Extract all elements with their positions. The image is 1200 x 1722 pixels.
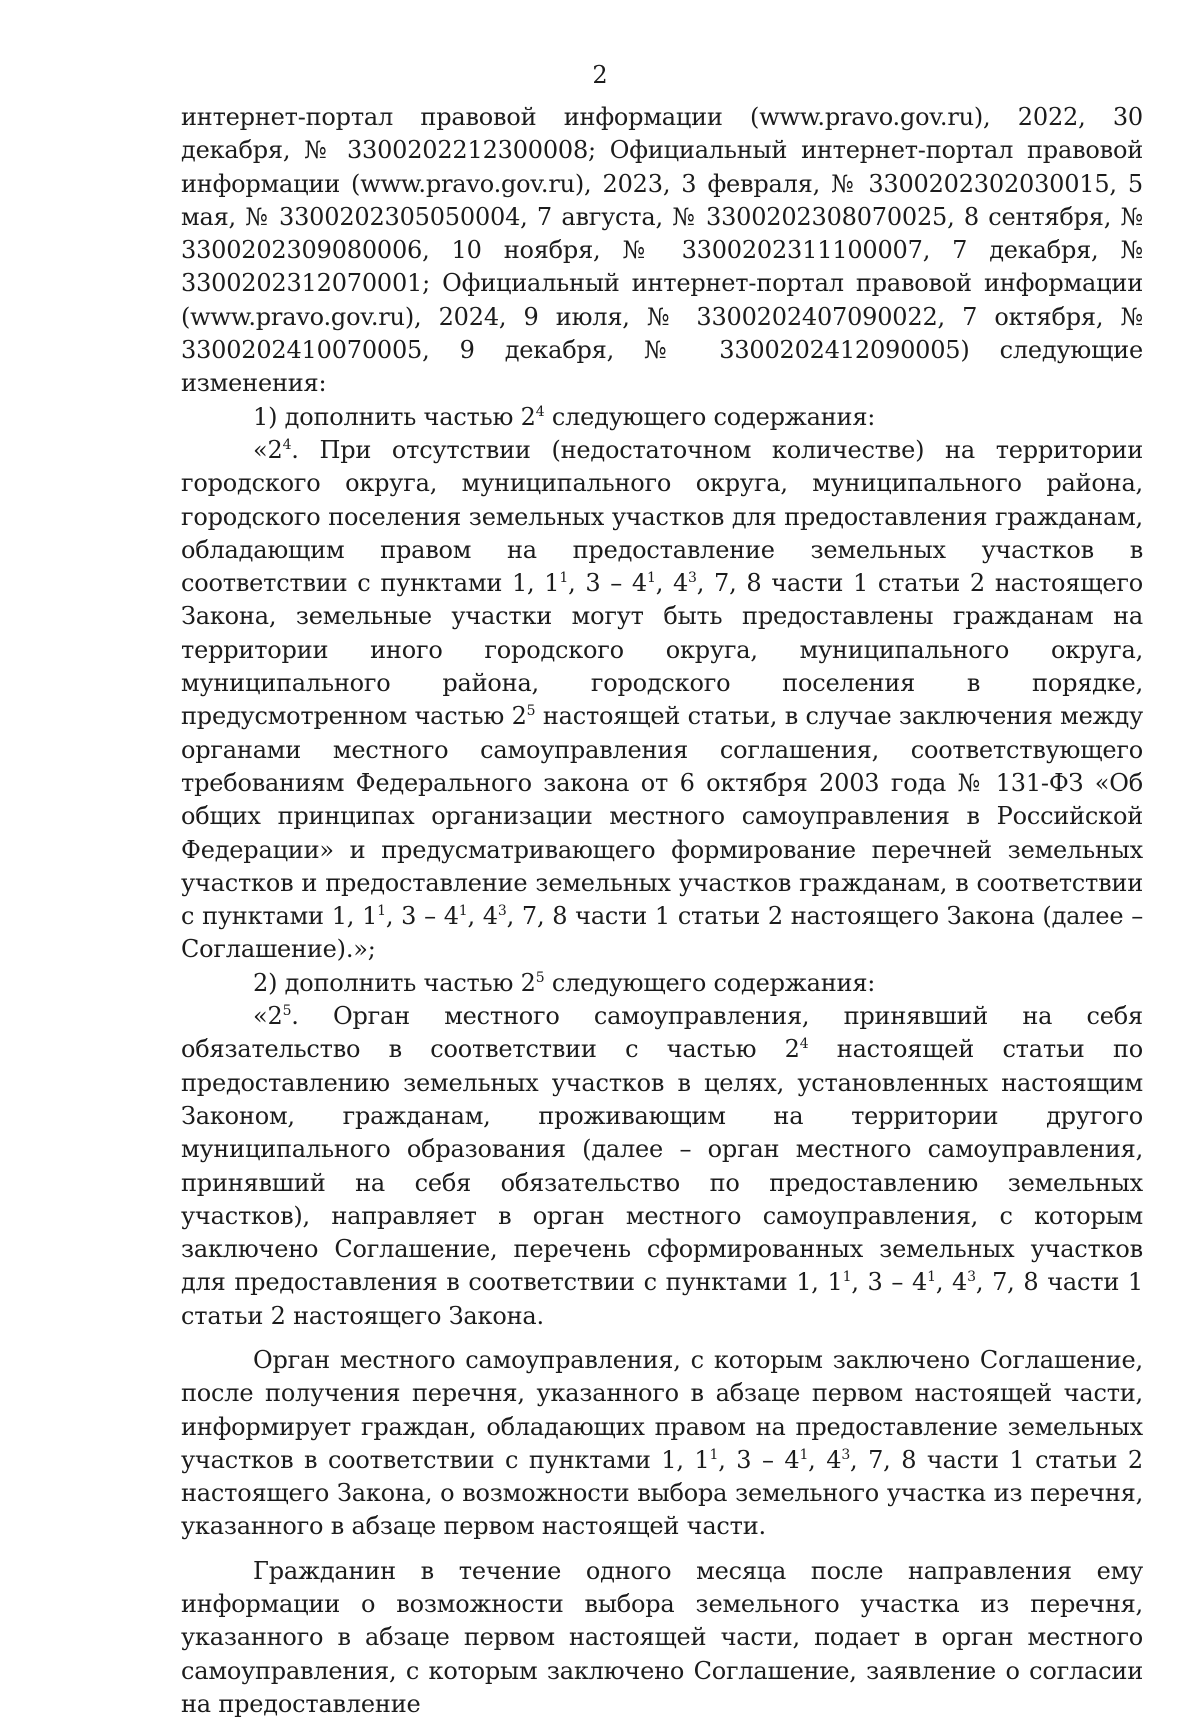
document-body — [181, 101, 1143, 1721]
page-number: 2 — [592, 61, 608, 89]
paragraph-part-2-5-second: Орган местного самоуправления, с которым заключено Соглашение, после получения перечня, указанного в абзаце первом настоящей части, информирует граждан, обладающих правом на предоставление земельных участков в соответствии с пунктами 1, $1^1$, $3 - 4^1$, $4^3$, 7, 8 части 1 статьи 2 настоящего Закона, о возможности выбора земельного участка из перечня, указанного в абзаце первом настоящей части. — [181, 1345, 1143, 1541]
paragraph-sources: интернет-портал правовой информации (www.pravo.gov.ru), 2022, 30 декабря, № 3300202212300008; Официальный интернет-портал правовой информации (www.pravo.gov.ru), 2023, 3 февраля, № 3300202302030015, 5 мая, № 3300202305050004, 7 августа, № 3300202308070025, 8 сентября, № 3300202309080006, 10 ноября, № 3300202311100007, 7 декабря, № 3300202312070001; Официальный интернет-портал правовой информации (www.pravo.gov.ru), 2024, 9 июля, № 3300202407090022, 7 октября, № 3300202410070005, 9 декабря, № 3300202412090005) следующие изменения: — [181, 103, 1143, 398]
paragraph-part-2-5-third: Гражданин в течение одного месяца после направления ему информации о возможности выбора земельного участка из перечня, указанного в абзаце первом настоящей части, подает в орган местного самоуправления, с которым заключено Соглашение, заявление о согласии на предоставление — [181, 1556, 1143, 1718]
paragraph-item-2: 2) дополнить частью $2^5$ следующего содержания: — [253, 968, 876, 997]
paragraph-part-2-5: «$2^5$. Орган местного самоуправления, принявший на себя обязательство в соответствии с частью $2^4$ настоящей статьи по предоставлению земельных участков в целях, установленных настоящим Законом, гражданам, проживающим на территории другого муниципального образования (далее – орган местного самоуправления, принявший на себя обязательство по предоставлению земельных участков), направляет в орган местного самоуправления, с которым заключено Соглашение, перечень сформированных земельных участков для предоставления в соответствии с пунктами 1, $1^1$, $3 - 4^1$, $4^3$, 7, 8 части 1 статьи 2 настоящего Закона. — [181, 1002, 1143, 1330]
paragraph-part-2-4: «$2^4$. При отсутствии (недостаточном количестве) на территории городского округа, муниципального округа, муниципального района, городского поселения земельных участков для предоставления гражданам, обладающим правом на предоставление земельных участков в соответствии с пунктами 1, $1^1$, $3 - 4^1$, $4^3$, 7, 8 части 1 статьи 2 настоящего Закона, земельные участки могут быть предоставлены гражданам на территории иного городского округа, муниципального округа, муниципального района, городского поселения в порядке, предусмотренном частью $2^5$ настоящей статьи, в случае заключения между органами местного самоуправления соглашения, соответствующего требованиям Федерального закона от 6 октября 2003 года № 131-ФЗ «Об общих принципах организации местного самоуправления в Российской Федерации» и предусматривающего формирование перечней земельных участков и предоставление земельных участков гражданам, в соответствии с пунктами 1, $1^1$, $3 - 4^1$, $4^3$, 7, 8 части 1 статьи 2 настоящего Закона (далее – Соглашение).»; — [181, 435, 1143, 964]
paragraph-item-1: 1) дополнить частью $2^4$ следующего содержания: — [253, 402, 876, 431]
